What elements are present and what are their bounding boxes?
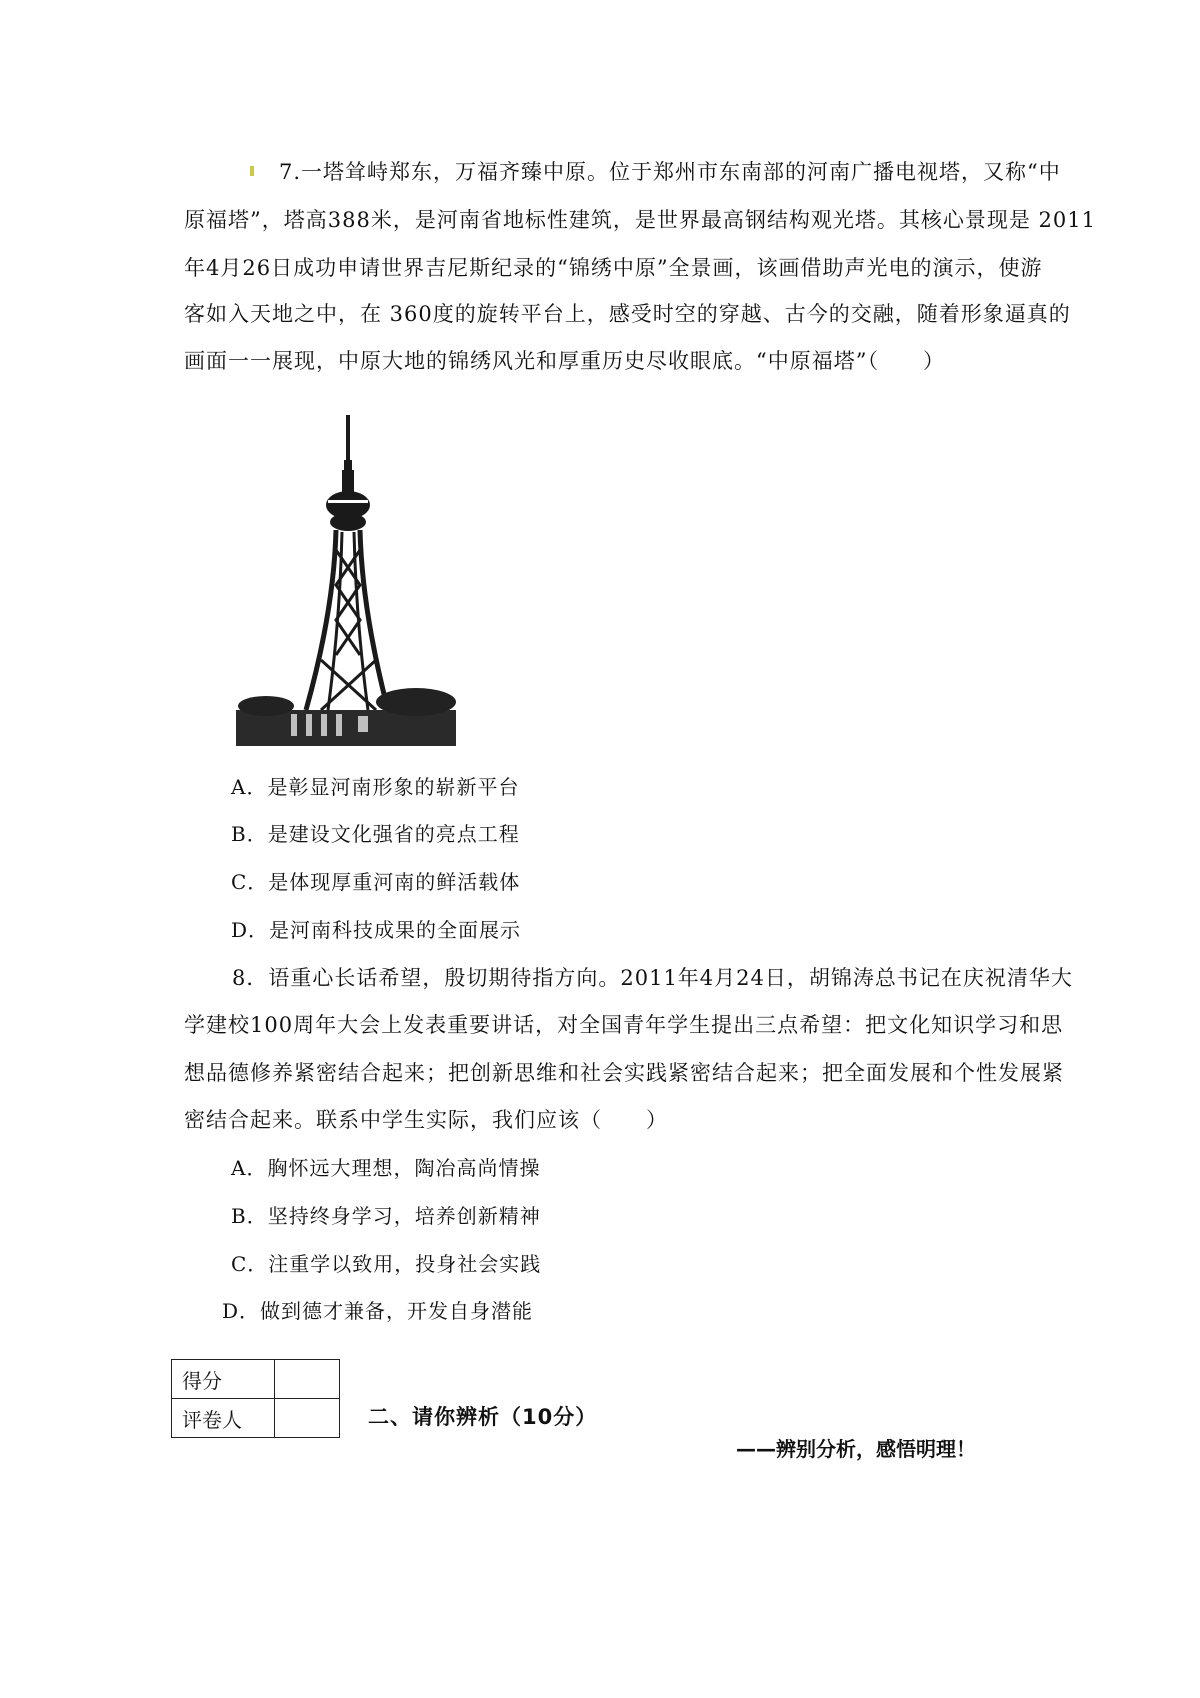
- score-cell[interactable]: [275, 1360, 340, 1399]
- q7-line-3: 年4月26日成功申请世界吉尼斯纪录的“锦绣中原”全景画，该画借助声光电的演示，使游: [184, 256, 1043, 280]
- score-table: [171, 1359, 340, 1438]
- q7-line-2: 原福塔”，塔高388米，是河南省地标性建筑，是世界最高钢结构观光塔。其核心景现是 2011: [184, 208, 1096, 232]
- q7-option-b: B．是建设文化强省的亮点工程: [231, 822, 520, 846]
- q8-option-b: B．坚持终身学习，培养创新精神: [231, 1204, 541, 1228]
- grader-label: 评卷人: [172, 1399, 275, 1438]
- score-row: [172, 1360, 340, 1399]
- q8-option-a: A．胸怀远大理想，陶冶高尚情操: [231, 1156, 541, 1180]
- q8-line-4: 密结合起来。联系中学生实际，我们应该（ ）: [184, 1108, 668, 1132]
- q7-option-c: C．是体现厚重河南的鲜活载体: [231, 870, 521, 894]
- tv-tower-illustration: [236, 410, 466, 750]
- q8-option-c: C．注重学以致用，投身社会实践: [231, 1252, 542, 1276]
- q7-line-4: 客如入天地之中，在 360度的旋转平台上，感受时空的穿越、古今的交融，随着形象逼真的: [184, 302, 1071, 326]
- section-title: 二、请你辨析（10分）: [368, 1405, 598, 1429]
- q7-line-1: 7.一塔耸峙郑东，万福齐臻中原。位于郑州市东南部的河南广播电视塔，又称“中: [279, 160, 1061, 184]
- q7-line-5: 画面一一展现，中原大地的锦绣风光和厚重历史尽收眼底。“中原福塔”（ ）: [184, 349, 945, 373]
- q8-line-1: 8．语重心长话希望，殷切期待指方向。2011年4月24日，胡锦涛总书记在庆祝清华大: [232, 966, 1073, 990]
- q7-option-a: A．是彰显河南形象的崭新平台: [231, 775, 520, 799]
- q8-line-2: 学建校100周年大会上发表重要讲话，对全国青年学生提出三点希望：把文化知识学习和思: [184, 1013, 1064, 1037]
- section-motto: ——辨别分析，感悟明理！: [736, 1437, 976, 1461]
- q8-option-d: D．做到德才兼备，开发自身潜能: [222, 1299, 534, 1323]
- grader-row: [172, 1399, 340, 1438]
- margin-mark: [250, 166, 254, 176]
- score-label: 得分: [172, 1360, 275, 1399]
- q8-line-3: 想品德修养紧密结合起来；把创新思维和社会实践紧密结合起来；把全面发展和个性发展紧: [184, 1061, 1064, 1085]
- grader-cell[interactable]: [275, 1399, 340, 1438]
- q7-option-d: D．是河南科技成果的全面展示: [231, 918, 522, 942]
